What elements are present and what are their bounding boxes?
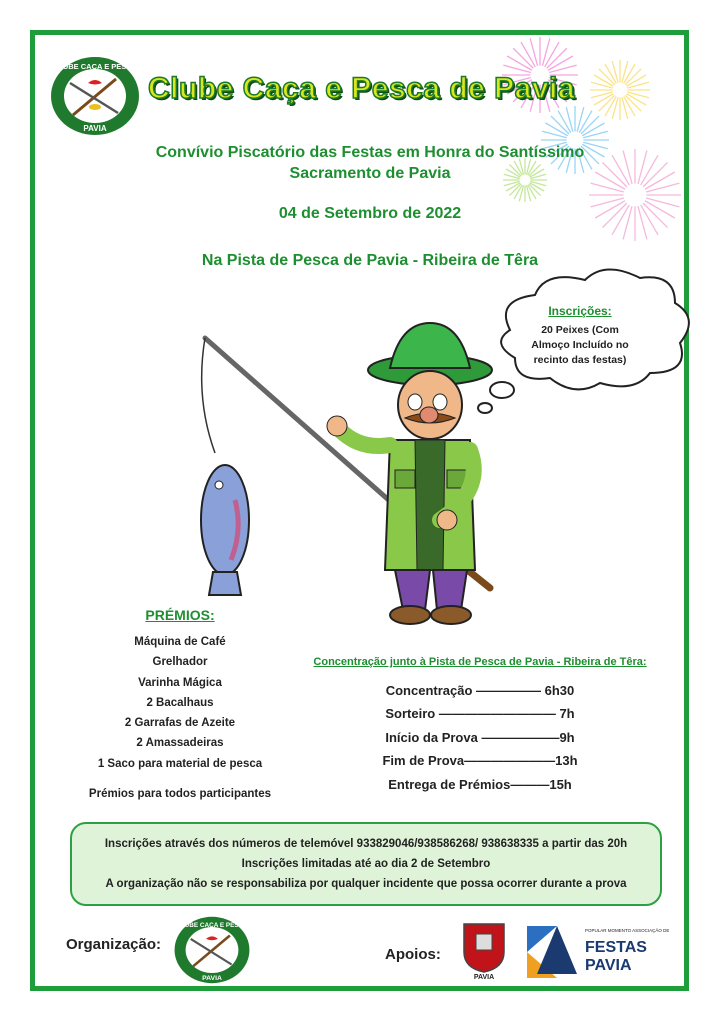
registration-info-box <box>70 822 662 906</box>
schedule-item: Sorteiro ————————— 7h <box>385 706 575 722</box>
firework-ray <box>591 92 613 98</box>
event-date: 04 de Setembro de 2022 <box>278 205 462 222</box>
prize-item: 2 Amassadeiras <box>136 737 224 750</box>
info-line-2: Inscrições limitadas até ao dia 2 de Setembro <box>241 858 491 870</box>
prize-item: Máquina de Café <box>134 636 226 648</box>
firework-ray <box>623 151 632 184</box>
event-location: Na Pista de Pesca de Pavia - Ribeira de Têra <box>201 252 539 269</box>
schedule-item: Entrega de Prémios———15h <box>388 776 572 792</box>
org-logo-bottom-text: PAVIA <box>202 974 222 982</box>
fisherman-illustration <box>185 320 515 630</box>
festas-text: FESTAS <box>585 939 647 956</box>
bubble-line-1: 20 Peixes (Com <box>541 324 619 336</box>
firework-ray <box>627 82 649 88</box>
firework-ray <box>646 198 679 207</box>
organizer-logo <box>172 915 252 985</box>
firework-ray <box>612 97 618 119</box>
firework-ray <box>646 183 679 192</box>
event-line-1: Convívio Piscatório das Festas em Honra do Santíssimo <box>155 144 585 161</box>
org-logo-top-text: CLUBE CAÇA E PESCA <box>176 922 248 930</box>
organizacao-label: Organização: <box>66 936 162 953</box>
schedule-item: Fim de Prova———————13h <box>382 753 578 769</box>
schedule-item: Início da Prova ——————9h <box>385 729 575 745</box>
bubble-line-3: recinto das festas) <box>533 354 627 366</box>
schedule-title: Concentração junto à Pista de Pesca de Pavia - Ribeira de Têra: <box>313 656 647 668</box>
event-subtitle <box>120 142 620 184</box>
firework-ray <box>530 38 537 66</box>
firework-ray <box>542 131 567 138</box>
firework-ray <box>622 61 628 83</box>
firework-ray <box>566 107 573 132</box>
pavia-text: PAVIA <box>585 957 632 974</box>
info-line-3: A organização não se responsabiliza por qualquer incidente que possa ocorrer durante a prova <box>105 878 627 890</box>
festas-small-text: POPULAR MOMENTO ASSOCIAÇÃO DE <box>585 928 670 933</box>
prize-item: 1 Saco para material de pesca <box>97 757 263 770</box>
firework-ray <box>583 131 608 138</box>
firework-ray <box>627 92 649 98</box>
firework-ray <box>612 61 618 83</box>
prize-item: Varinha Mágica <box>138 676 222 689</box>
firework-ray <box>623 206 632 239</box>
bubble-line-2: Almoço Incluído no <box>531 339 629 351</box>
prize-item: 2 Garrafas de Azeite <box>124 717 236 730</box>
prize-item: Grelhador <box>152 656 208 669</box>
firework-ray <box>638 206 647 239</box>
event-line-2: Sacramento de Pavia <box>289 165 451 182</box>
logo-bottom-text: PAVIA <box>83 124 107 133</box>
bubble-title: Inscrições: <box>548 304 612 318</box>
pavia-crest-icon <box>458 918 510 980</box>
prize-item: 2 Bacalhaus <box>146 696 214 709</box>
bubble-text <box>510 323 650 368</box>
club-logo <box>48 55 142 137</box>
firework-ray <box>622 97 628 119</box>
info-line-1: Inscrições através dos números de telemóvel 933829046/938586268/ 938638335 a partir das 20h <box>104 838 628 850</box>
firework-ray <box>542 38 549 66</box>
firework-ray <box>577 107 584 132</box>
schedule-item: Concentração ————— 6h30 <box>385 683 575 698</box>
fish-icon <box>201 465 249 595</box>
prize-list <box>70 632 290 774</box>
logo-top-text: CLUBE CAÇA E PESCA <box>52 62 138 71</box>
prizes-title: PRÉMIOS: <box>145 607 215 623</box>
crest-label: PAVIA <box>473 974 495 981</box>
festas-pavia-logo <box>527 922 670 978</box>
firework-ray <box>591 183 624 192</box>
apoios-label: Apoios: <box>385 946 441 963</box>
page-title: Clube Caça e Pesca de Pavia <box>148 72 576 105</box>
prizes-for-all: Prémios para todos participantes <box>88 788 272 800</box>
firework-ray <box>638 151 647 184</box>
schedule-list <box>360 683 600 800</box>
firework-ray <box>591 82 613 88</box>
